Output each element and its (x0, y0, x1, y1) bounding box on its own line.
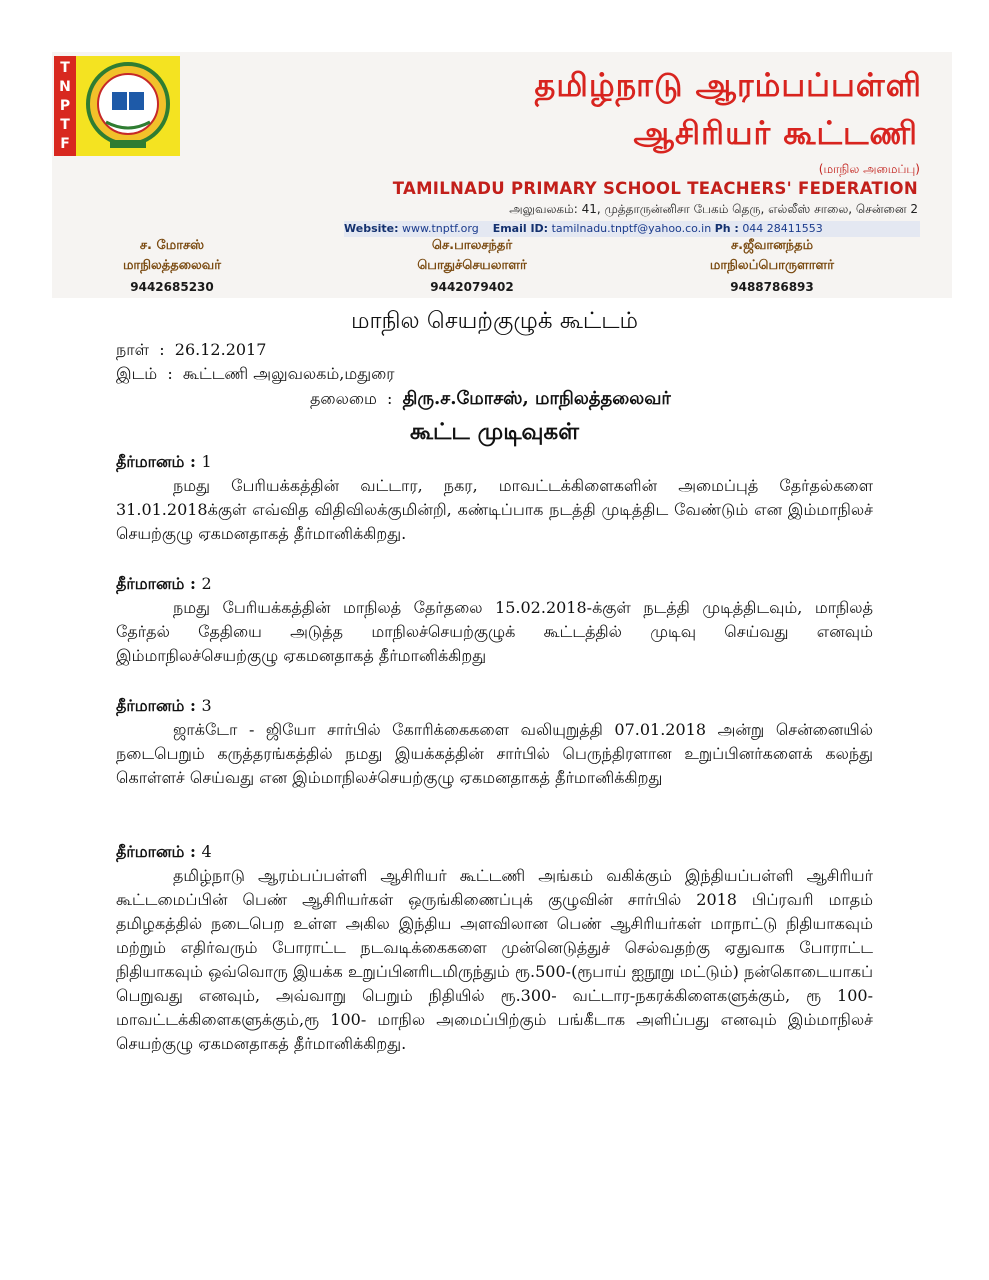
date-label: நாள் (116, 340, 150, 359)
date-value: 26.12.2017 (174, 340, 267, 359)
email-link[interactable]: tamilnadu.tnptf@yahoo.co.in (551, 222, 712, 235)
office-bearer-phone: 9488786893 (730, 280, 814, 294)
meeting-chair: தலைமை : திரு.ச.மோசஸ், மாநிலத்தலைவர் (310, 388, 671, 409)
office-bearer-role: மாநிலத்தலைவர் (122, 258, 222, 273)
phone-label: Ph : (714, 222, 739, 235)
office-bearer-name: ச. மோசஸ் (139, 238, 205, 253)
resolution-1-text: நமது பேரியக்கத்தின் வட்டார, நகர, மாவட்டக்கிளைகளின் அமைப்புத் தேர்தல்களை 31.01.2018க்குள் எவ்வித விதிவிலக்குமின்றி, கண்டிப்பாக நடத்தி முடித்திட வேண்டும் என இம்மாநிலச் செயற்குழு ஏகமனதாகத் தீர்மானிக்கிறது. (116, 476, 873, 543)
office-bearer-phone: 9442079402 (430, 280, 514, 294)
contact-bar (344, 221, 920, 237)
federation-logo (54, 56, 184, 160)
org-name-tamil-line2: ஆசிரியர் கூட்டணி (633, 114, 918, 152)
decisions-heading: கூட்ட முடிவுகள் (409, 418, 579, 445)
logo-band: T N P T F (54, 56, 76, 156)
org-name-tamil-line1: தமிழ்நாடு ஆரம்பப்பள்ளி (534, 66, 922, 104)
office-bearer-role: பொதுச்செயலாளர் (417, 258, 527, 273)
chair-label: தலைமை (310, 389, 377, 408)
venue-label: இடம் (116, 364, 158, 383)
resolution-3-label: தீர்மானம் : 3 (116, 696, 212, 715)
meeting-date: நாள் : 26.12.2017 (116, 340, 267, 359)
website-label: Website: (344, 222, 399, 235)
office-bearer-name: செ.பாலசந்தர் (431, 238, 513, 253)
resolution-4-text: தமிழ்நாடு ஆரம்பப்பள்ளி ஆசிரியர் கூட்டணி அங்கம் வகிக்கும் இந்தியப்பள்ளி ஆசிரியர் கூட்டமைப்பின் பெண் ஆசிரியர்கள் ஒருங்கிணைப்புக் குழுவின் சார்பில் 2018 பிப்ரவரி மாதம் தமிழகத்தில் நடைபெற உள்ள அகில இந்திய அளவிலான பெண் ஆசிரியர்கள் மாநாட்டு நிதியாகவும் மற்றும் எதிர்வரும் போராட்ட நடவடிக்கைகளை முன்னெடுத்துச் செல்வதற்கு ஏதுவாக போராட்ட நிதியாகவும் ஒவ்வொரு இயக்க உறுப்பினரிடமிருந்தும் ரூ.500-(ரூபாய் ஐநூறு மட்டும்) நன்கொடையாகப் பெறுவது எனவும், அவ்வாறு பெறும் நிதியில் ரூ.300- வட்டார-நகரக்கிளைகளுக்கும், ரூ 100- மாவட்டக்கிளைகளுக்கும்,ரூ 100- மாநில அமைப்பிற்கும் பங்கீடாக அளிப்பது எனவும் இம்மாநிலச் செயற்குழு ஏகமனதாகத் தீர்மானிக்கிறது. (116, 866, 873, 1053)
office-bearer-treasurer (652, 236, 892, 298)
email-label: Email ID: (492, 222, 549, 235)
letterhead (52, 52, 952, 298)
meeting-venue: இடம் : கூட்டணி அலுவலகம்,மதுரை (116, 364, 395, 383)
resolution-2-label: தீர்மானம் : 2 (116, 574, 212, 593)
emblem-icon (76, 56, 180, 156)
resolution-3-text: ஜாக்டோ - ஜியோ சார்பில் கோரிக்கைகளை வலியுறுத்தி 07.01.2018 அன்று சென்னையில் நடைபெறும் கருத்தரங்கத்தில் நமது இயக்கத்தின் சார்பில் பெருந்திரளான உறுப்பினர்களைக் கலந்து கொள்ளச் செய்வது என இம்மாநிலச்செயற்குழு ஏகமனதாகத் தீர்மானிக்கிறது (116, 720, 873, 787)
chair-value: திரு.ச.மோசஸ், மாநிலத்தலைவர் (402, 388, 671, 409)
office-bearer-phone: 9442685230 (130, 280, 214, 294)
phone-number: 044 28411553 (742, 222, 823, 235)
office-bearer-role: மாநிலப்பொருளாளர் (709, 258, 835, 273)
office-bearer-president (52, 236, 292, 298)
resolution-1-label: தீர்மானம் : 1 (116, 452, 212, 471)
org-unit: (மாநில அமைப்பு) (818, 162, 920, 176)
website-link[interactable]: www.tnptf.org (402, 222, 479, 235)
org-address: அலுவலகம்: 41, முத்தாருன்னிசா பேகம் தெரு, எல்லீஸ் சாலை, சென்னை 2 (509, 202, 918, 216)
office-bearer-name: ச.ஜீவானந்தம் (730, 238, 814, 253)
resolution-2-text: நமது பேரியக்கத்தின் மாநிலத் தேர்தலை 15.02.2018-க்குள் நடத்தி முடித்திடவும், மாநிலத் தேர்தல் தேதியை அடுத்த மாநிலச்செயற்குழுக் கூட்டத்தில் முடிவு செய்வது எனவும் இம்மாநிலச்செயற்குழு ஏகமனதாகத் தீர்மானிக்கிறது (116, 598, 873, 665)
office-bearer-secretary (352, 236, 592, 298)
resolution-4-label: தீர்மானம் : 4 (116, 842, 212, 861)
venue-value: கூட்டணி அலுவலகம்,மதுரை (182, 364, 395, 383)
meeting-title: மாநில செயற்குழுக் கூட்டம் (350, 308, 639, 334)
org-name-english: TAMILNADU PRIMARY SCHOOL TEACHERS' FEDERATION (392, 179, 918, 198)
